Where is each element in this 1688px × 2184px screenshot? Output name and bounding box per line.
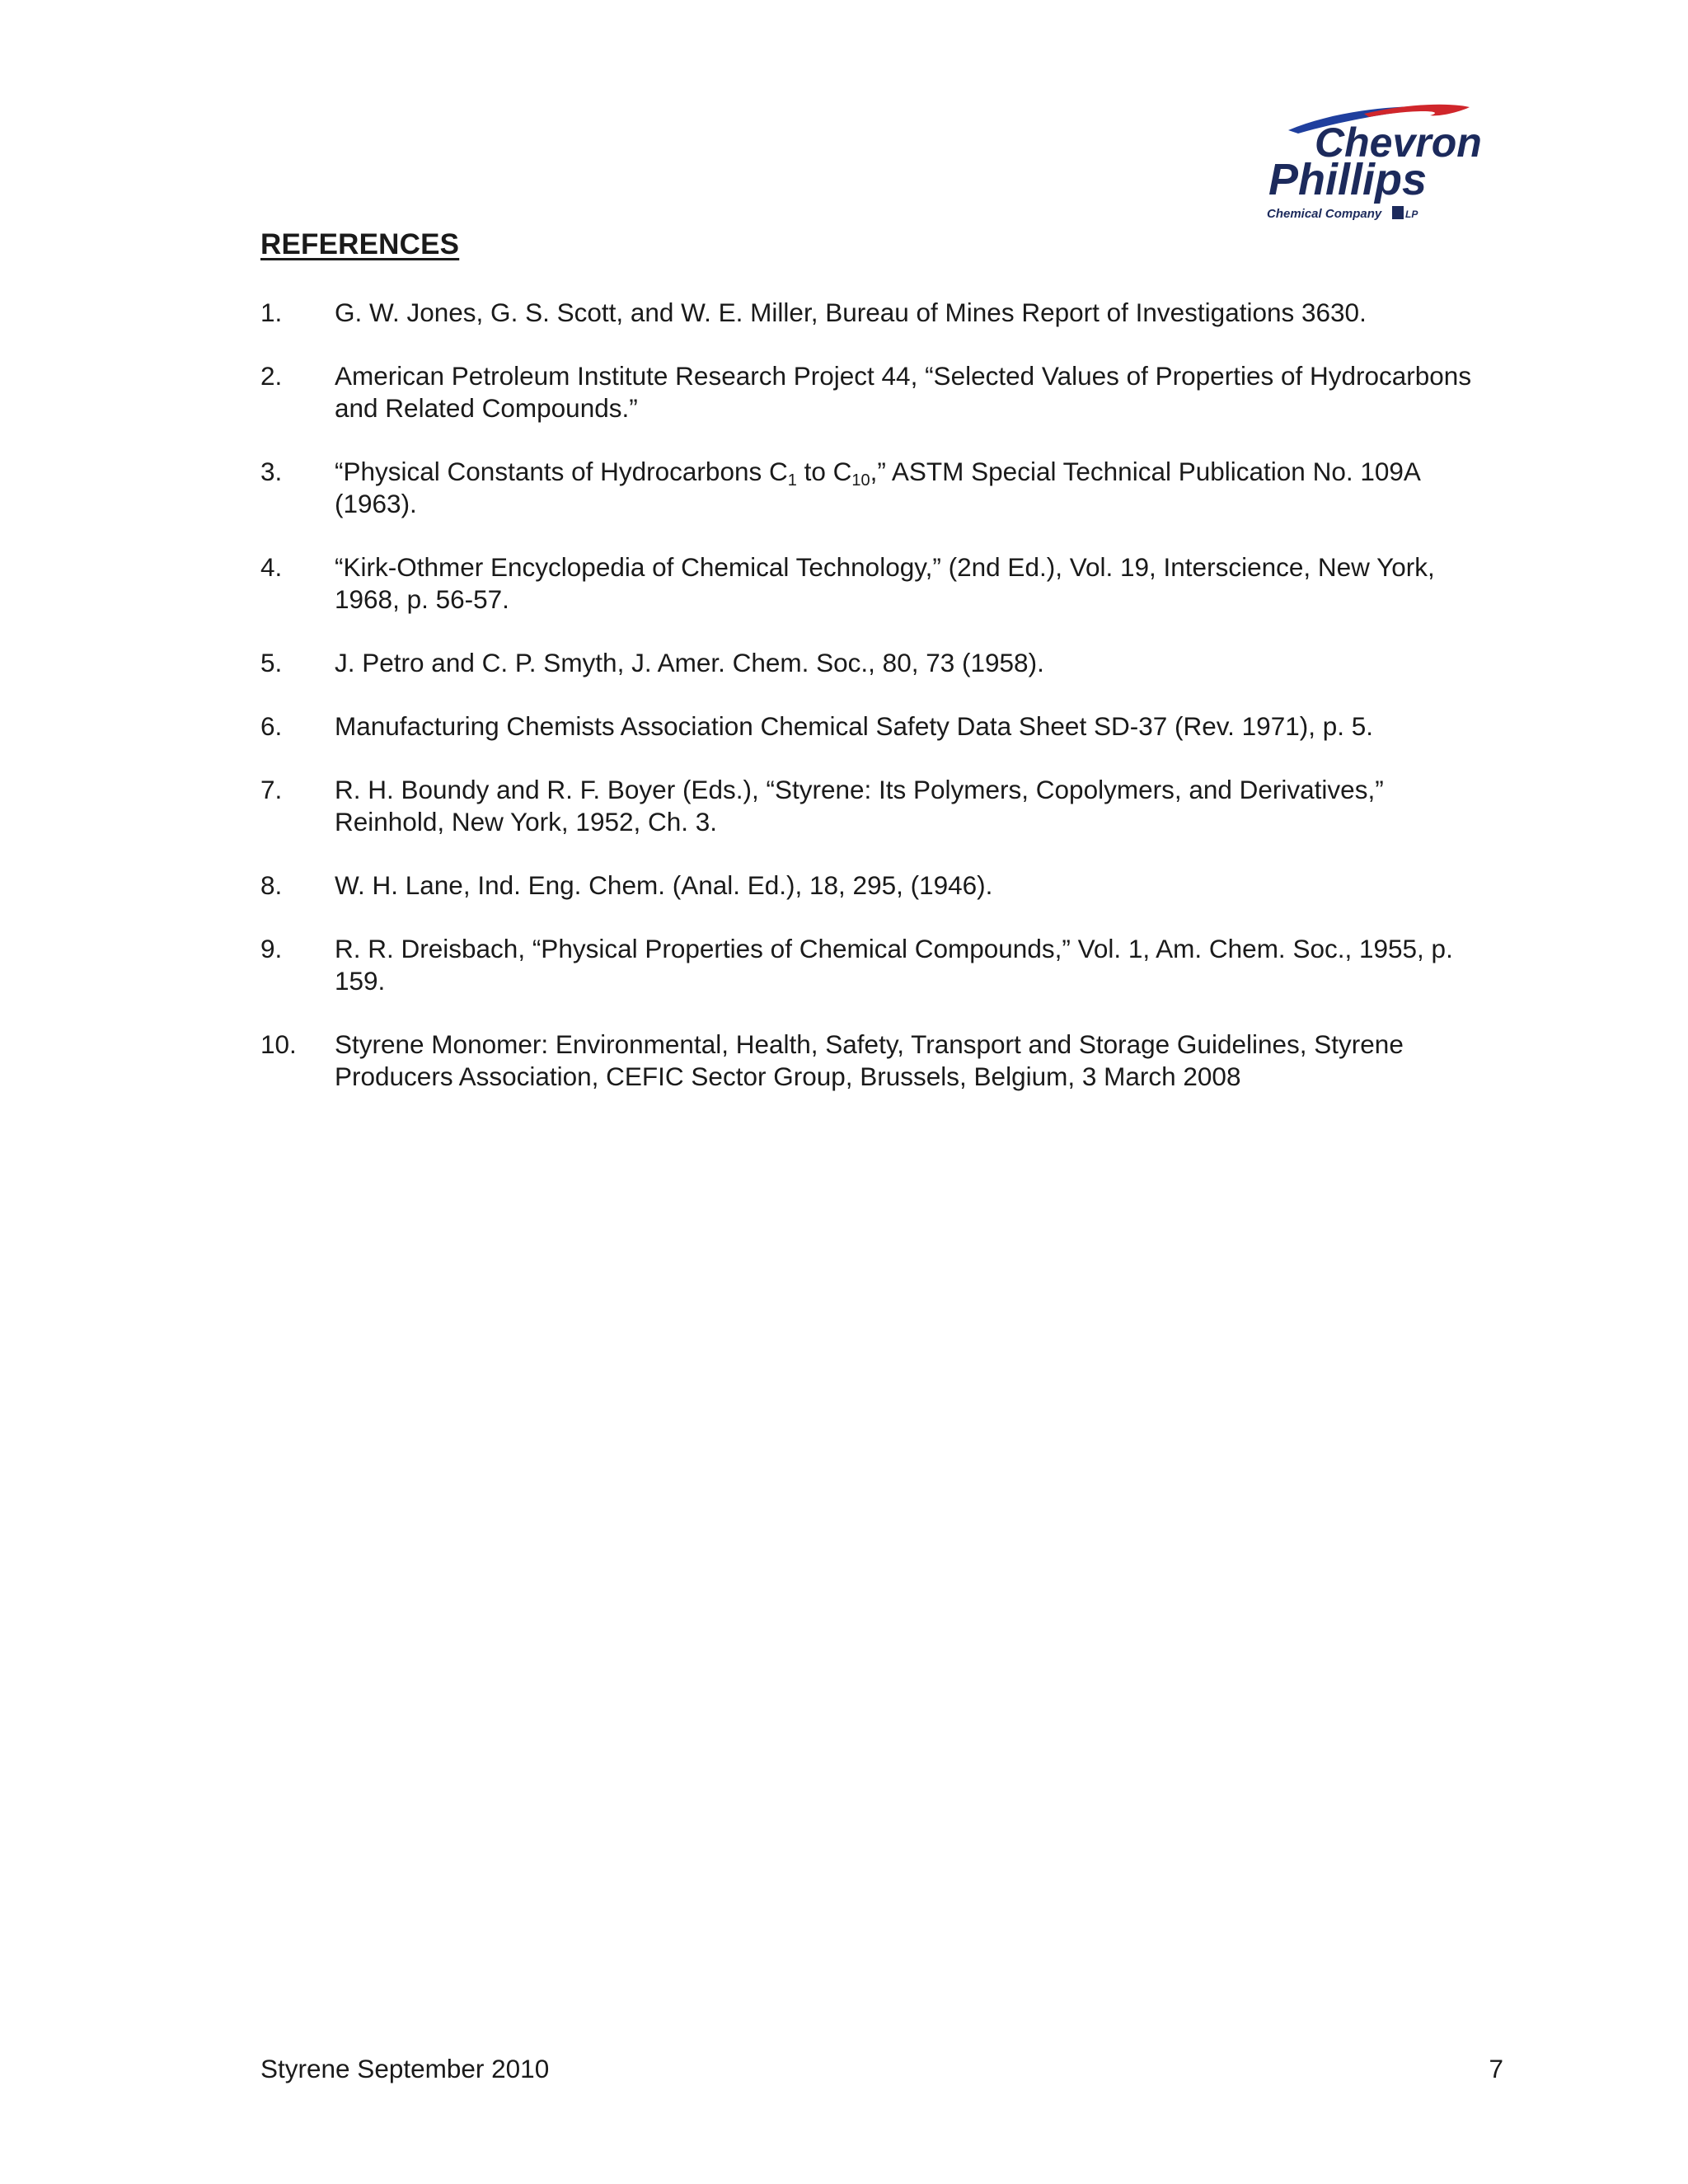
reference-number: 6. <box>260 711 283 741</box>
logo-graphic <box>1265 97 1504 229</box>
reference-item <box>260 869 1480 902</box>
reference-text: J. Petro and C. P. Smyth, J. Amer. Chem. Soc., 80, 73 (1958). <box>335 648 1044 677</box>
reference-item <box>260 710 1480 743</box>
reference-number: 5. <box>260 648 283 677</box>
reference-text: R. H. Boundy and R. F. Boyer (Eds.), “Styrene: Its Polymers, Copolymers, and Derivatives,” Reinhold, New York, 1952, Ch. 3. <box>335 775 1384 837</box>
reference-text-part: ,” ASTM Special Technical Publication No. 109A (1963). <box>335 457 1420 518</box>
reference-list <box>260 297 1480 1124</box>
reference-text: “Kirk-Othmer Encyclopedia of Chemical Technology,” (2nd Ed.), Vol. 19, Interscience, New York, 1968, p. 56-57. <box>335 552 1435 614</box>
logo-swoosh-red <box>1364 105 1470 117</box>
reference-item <box>260 551 1480 616</box>
reference-text-part: to C <box>796 457 852 486</box>
reference-text: Styrene Monomer: Environmental, Health, Safety, Transport and Storage Guidelines, Styrene Producers Association, CEFIC Sector Group, Brussels, Belgium, 3 March 2008 <box>335 1029 1404 1091</box>
reference-item <box>260 647 1480 679</box>
footer-document-title: Styrene September 2010 <box>260 2054 550 2083</box>
reference-text: R. R. Dreisbach, “Physical Properties of Chemical Compounds,” Vol. 1, Am. Chem. Soc., 1955, p. 159. <box>335 934 1453 996</box>
logo-lp-box <box>1392 206 1404 219</box>
logo-line3: Chemical Company <box>1267 207 1382 221</box>
reference-number: 9. <box>260 934 283 963</box>
subscript: 10 <box>851 471 870 490</box>
reference-text: W. H. Lane, Ind. Eng. Chem. (Anal. Ed.), 18, 295, (1946). <box>335 870 993 900</box>
reference-item <box>260 360 1480 424</box>
reference-item <box>260 774 1480 838</box>
reference-item <box>260 933 1480 997</box>
reference-text <box>335 456 1480 520</box>
reference-text: G. W. Jones, G. S. Scott, and W. E. Miller, Bureau of Mines Report of Investigations 3630. <box>335 298 1367 327</box>
reference-number: 1. <box>260 298 283 327</box>
reference-number: 4. <box>260 552 283 582</box>
reference-number: 7. <box>260 775 283 804</box>
page-heading: REFERENCES <box>260 228 460 260</box>
reference-text: American Petroleum Institute Research Project 44, “Selected Values of Properties of Hydrocarbons and Related Compounds.” <box>335 361 1472 423</box>
logo-line2: Phillips <box>1268 155 1428 204</box>
page-number: 7 <box>1489 2054 1503 2083</box>
reference-item <box>260 1029 1480 1093</box>
reference-number: 8. <box>260 870 283 900</box>
reference-number: 2. <box>260 361 283 391</box>
reference-item <box>260 297 1480 329</box>
logo-line1: Chevron <box>1315 120 1482 166</box>
chevron-phillips-logo <box>1265 97 1504 229</box>
reference-text: Manufacturing Chemists Association Chemical Safety Data Sheet SD-37 (Rev. 1971), p. 5. <box>335 711 1374 741</box>
reference-item <box>260 456 1480 520</box>
reference-text-part: “Physical Constants of Hydrocarbons C <box>335 457 788 486</box>
logo-lp: LP <box>1405 209 1418 220</box>
reference-number: 10. <box>260 1029 297 1059</box>
reference-number: 3. <box>260 457 283 486</box>
subscript: 1 <box>787 471 797 490</box>
